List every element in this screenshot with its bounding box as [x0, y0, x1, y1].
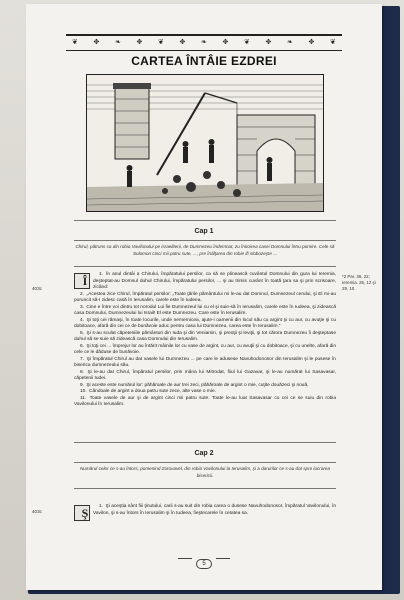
book-page — [26, 4, 382, 590]
chapter-rule — [74, 462, 336, 463]
drop-cap-letter: Ş — [74, 505, 90, 521]
verse-text: Şi toţi cei ... împrejur lor au întărit mâinile lor cu vase de argint, cu aur, cu avuţii şi cu dobitoace, şi cu unelte, afară din cele ce le dăduse de bunăvoie. — [74, 343, 336, 355]
verse-text: Căndoale de argint a doua patru sute zece, alte vase o mie. — [89, 389, 216, 394]
verse-text: Toate vasele de aur şi de argint cinci mii patru sute. Toate le-au luat Sasavasar cu cei ce se suiu din robia Vavilonului în Ierusalim. — [74, 395, 337, 407]
verse-text: Şi toţi cei rămaşi, în toate locurile, unde nemernicea, ajute-i oamenii din locul său cu argint şi cu aur, cu avuţie şi cu dobitoace, afară din cei ce de bunăvoie aduc pentru casa lui Dumnezeu, carea este în Ierusalim." — [74, 317, 337, 329]
verse-text: Şi împăratul Chirul au dat vasele lui Dumnezeu ... pe care le adusese Navuhodonosor din Ierusalim şi le pusese în biserica dumnezeului său. — [74, 356, 336, 368]
chapter-1-text — [74, 272, 336, 409]
page-footer — [26, 552, 382, 570]
verse-text: Şi aceştia sânt fiii ţinutului, carii s-au suit din robia carea o dusese Navuhodonosor, împăratul Vavilonului, în Vavilon, şi s-au întors în Ierusalim şi în Iudeea, fieştecarele în cetatea sa. — [93, 504, 336, 516]
verse-number: 8. — [80, 369, 85, 375]
header-ornament: ❦ ✥ ❧ ✥ ❦ ✥ ❧ ✥ ❦ ✥ ❧ ✥ ❦ — [66, 34, 342, 51]
verse — [74, 344, 336, 357]
drop-cap-letter: Î — [74, 273, 90, 289]
verse — [74, 331, 336, 344]
verse-number: 6. — [80, 343, 85, 349]
book-title: CARTEA ÎNTÂIE EZDREI — [131, 54, 277, 68]
verse-text: Cine e între voi dintru tot norodul Lui fie Dumnezeul lui cu el şi suie-să în Ierusalim, carele este în Iudeea, şi zidească casa Domnului, Dumnezeului lui Israil! El este Dumnezeu. Care este în Ierusalim. — [74, 304, 336, 316]
chapter-rule — [74, 488, 336, 489]
woodcut-illustration — [86, 74, 324, 212]
verse-number: 9. — [80, 382, 85, 388]
verse-number: 4. — [80, 317, 85, 323]
verse-number: 3. — [80, 304, 85, 310]
verse-number: 1. — [99, 504, 104, 509]
chapter-rule — [74, 266, 336, 267]
page-number: 5 — [196, 559, 211, 569]
chapter-1-summary: Chirul, pătruns ca din robia Vavilonului pe israeliteni, de Dumnezeu îndemnat, zu înnoirea casei Domnului întru pornire. Cele să Solomon cinci mii patru sute, ..., pre înălţarea din robie ifi slobozeşte ... — [75, 244, 335, 256]
verse — [74, 357, 336, 370]
verse-text: Şi le-au dat Chirul, împăratul persilor, prin mâna lui Mitrodat, fiiul lui Gazavar, şi le-au numărat lui Sasavasar, căpetenii Iudei. — [74, 369, 336, 381]
chapter-rule — [74, 240, 336, 241]
chapter-1-heading: Cap 1 — [194, 228, 214, 235]
verse — [74, 292, 336, 305]
verse-number: 7. — [80, 356, 85, 362]
verse-number: 5. — [80, 330, 85, 336]
chapter-2-heading: Cap 2 — [194, 450, 214, 457]
chapter-2-text — [74, 504, 336, 521]
verse-number: 11. — [80, 395, 87, 401]
chapter-2-summary: Numărul celor ce s-au întors, pomenind Zorovavel, din robia Vavilonului la Ierusalim, şi a darurilor ce s-au dat spre lucrarea bisericii. — [79, 466, 331, 478]
verse-number: 1. — [99, 272, 104, 277]
verse — [74, 504, 336, 520]
margin-year-marker: 403c — [32, 509, 42, 514]
chapter-rule — [74, 220, 336, 221]
verse — [74, 305, 336, 318]
verse — [74, 396, 336, 409]
verse-number: 2. — [80, 291, 85, 297]
verse-text: Şi s-au sculat căpeteniile pământuri din Iuda şi din Veniamin, şi preoţii şi leviţii, şi tot cărora Dumnezeu îi deşteptase duhul să se suie să zidească casa Domnului din Ierusalim. — [74, 330, 336, 342]
verse-text: Şi aceste este numărul lor: păhăroale de aur trei zeci, păhăroale de argint o mie, cuţite douăzeci şi nouă, — [86, 382, 309, 388]
verse — [74, 272, 336, 292]
verse-text: „Acestea zice Chirul, împăratul persilor: „Toate ţările pământului mi le-au dat Domnul, Dumnezeul cerului, şi El mi-au poruncit să-I zidesc casă în Ierusalim, carele este în Iudeea. — [74, 291, 336, 303]
verse — [74, 370, 336, 383]
verse-text: În anul dintâi a Chirului, împăratului persilor, ca să se plinească cuvântul Domnului din gura lui Ieremia, deşteptat-au Domnul duhul Chirului, împăratului persilor, ... şi au trimis cuvânt în toată ţara sa şi prin scrisoare, zicând: — [93, 272, 336, 290]
verse — [74, 318, 336, 331]
cross-references: *2 Par. 36, 22; Ieremia. 25, 12 şi 29, 10. — [342, 274, 376, 291]
margin-year-marker: 403c — [32, 286, 42, 291]
verse-number: 10. — [80, 389, 87, 394]
chapter-rule — [74, 442, 336, 443]
